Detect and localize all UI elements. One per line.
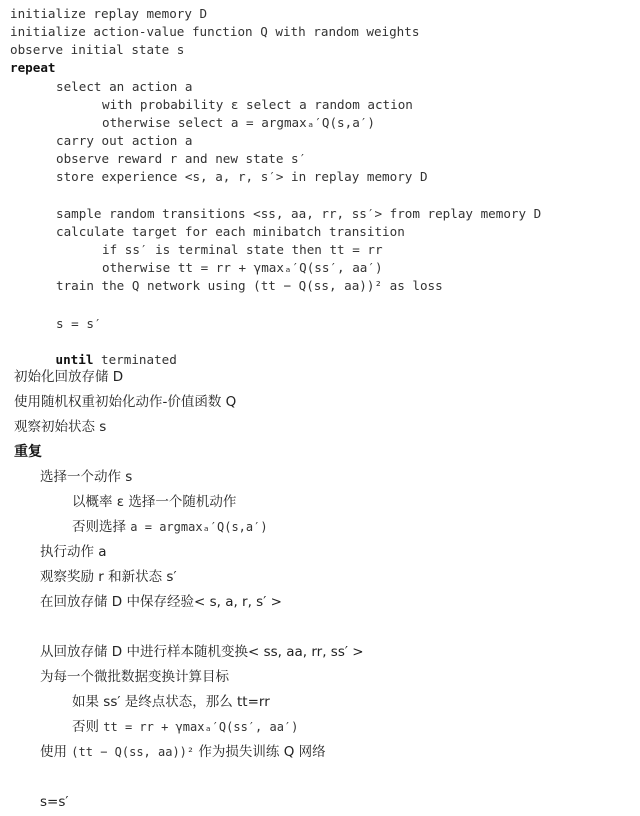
zh-line-otherwise-target — [72, 717, 298, 737]
zh-line-observe-reward: 观察奖励 r 和新状态 s′ — [40, 569, 177, 585]
zh-line-epsilon: 以概率 ε 选择一个随机动作 — [72, 494, 237, 510]
zh-line-train — [40, 742, 326, 762]
line-observe-reward: observe reward r and new state s′ — [56, 151, 307, 166]
line-sample: sample random transitions <ss, aa, rr, ss′> from replay memory D — [56, 206, 542, 221]
zh-line-observe-initial: 观察初始状态 s — [14, 419, 107, 435]
zh-otherwise-label-2: 否则 — [72, 719, 104, 735]
keyword-repeat: repeat — [10, 60, 56, 75]
line-train: train the Q network using (tt − Q(ss, aa))² as loss — [56, 278, 443, 293]
line-select-action: select an action a — [56, 79, 193, 94]
zh-line-store-experience: 在回放存储 D 中保存经验< s, a, r, s′ > — [40, 594, 282, 610]
zh-line-init-q: 使用随机权重初始化动作-价值函数 Q — [14, 394, 237, 410]
zh-line-calc-target: 为每一个微批数据变换计算目标 — [40, 669, 229, 685]
zh-train-suffix: 作为损失训练 Q 网络 — [194, 744, 326, 760]
line-init-q: initialize action-value function Q with random weights — [10, 24, 420, 39]
zh-target-formula: tt = rr + γmaxₐ′Q(ss′, aa′) — [103, 720, 299, 734]
line-assign-state: s = s′ — [56, 316, 102, 331]
line-calc-target: calculate target for each minibatch transition — [56, 224, 405, 239]
zh-train-prefix: 使用 — [40, 744, 72, 760]
line-init-memory: initialize replay memory D — [10, 6, 208, 21]
zh-line-carry-out: 执行动作 a — [40, 544, 107, 560]
line-otherwise-target: otherwise tt = rr + γmaxₐ′Q(ss′, aa′) — [102, 260, 383, 275]
zh-argmax-formula: a = argmaxₐ′Q(s,a′) — [130, 520, 268, 534]
zh-line-sample: 从回放存储 D 中进行样本随机变换< ss, aa, rr, ss′ > — [40, 644, 364, 660]
line-store-experience: store experience <s, a, r, s′> in replay memory D — [56, 169, 428, 184]
zh-keyword-repeat: 重复 — [14, 444, 42, 460]
zh-line-init-memory: 初始化回放存储 D — [14, 369, 124, 385]
line-carry-out: carry out action a — [56, 133, 193, 148]
keyword-until: until — [55, 352, 94, 367]
line-argmax: otherwise select a = argmaxₐ′Q(s,a′) — [102, 115, 375, 130]
zh-line-assign-state: s=s′ — [40, 794, 69, 810]
zh-loss-formula: (tt − Q(ss, aa))² — [71, 745, 195, 759]
line-epsilon: with probability ε select a random action — [102, 97, 413, 112]
zh-line-if-terminal: 如果 ss′ 是终点状态，那么 tt=rr — [72, 694, 270, 710]
line-if-terminal: if ss′ is terminal state then tt = rr — [102, 242, 383, 257]
until-condition: terminated — [93, 352, 177, 367]
line-observe-initial: observe initial state s — [10, 42, 185, 57]
zh-line-select-action: 选择一个动作 s — [40, 469, 133, 485]
zh-line-argmax — [72, 517, 268, 537]
zh-otherwise-label: 否则选择 — [72, 519, 131, 535]
